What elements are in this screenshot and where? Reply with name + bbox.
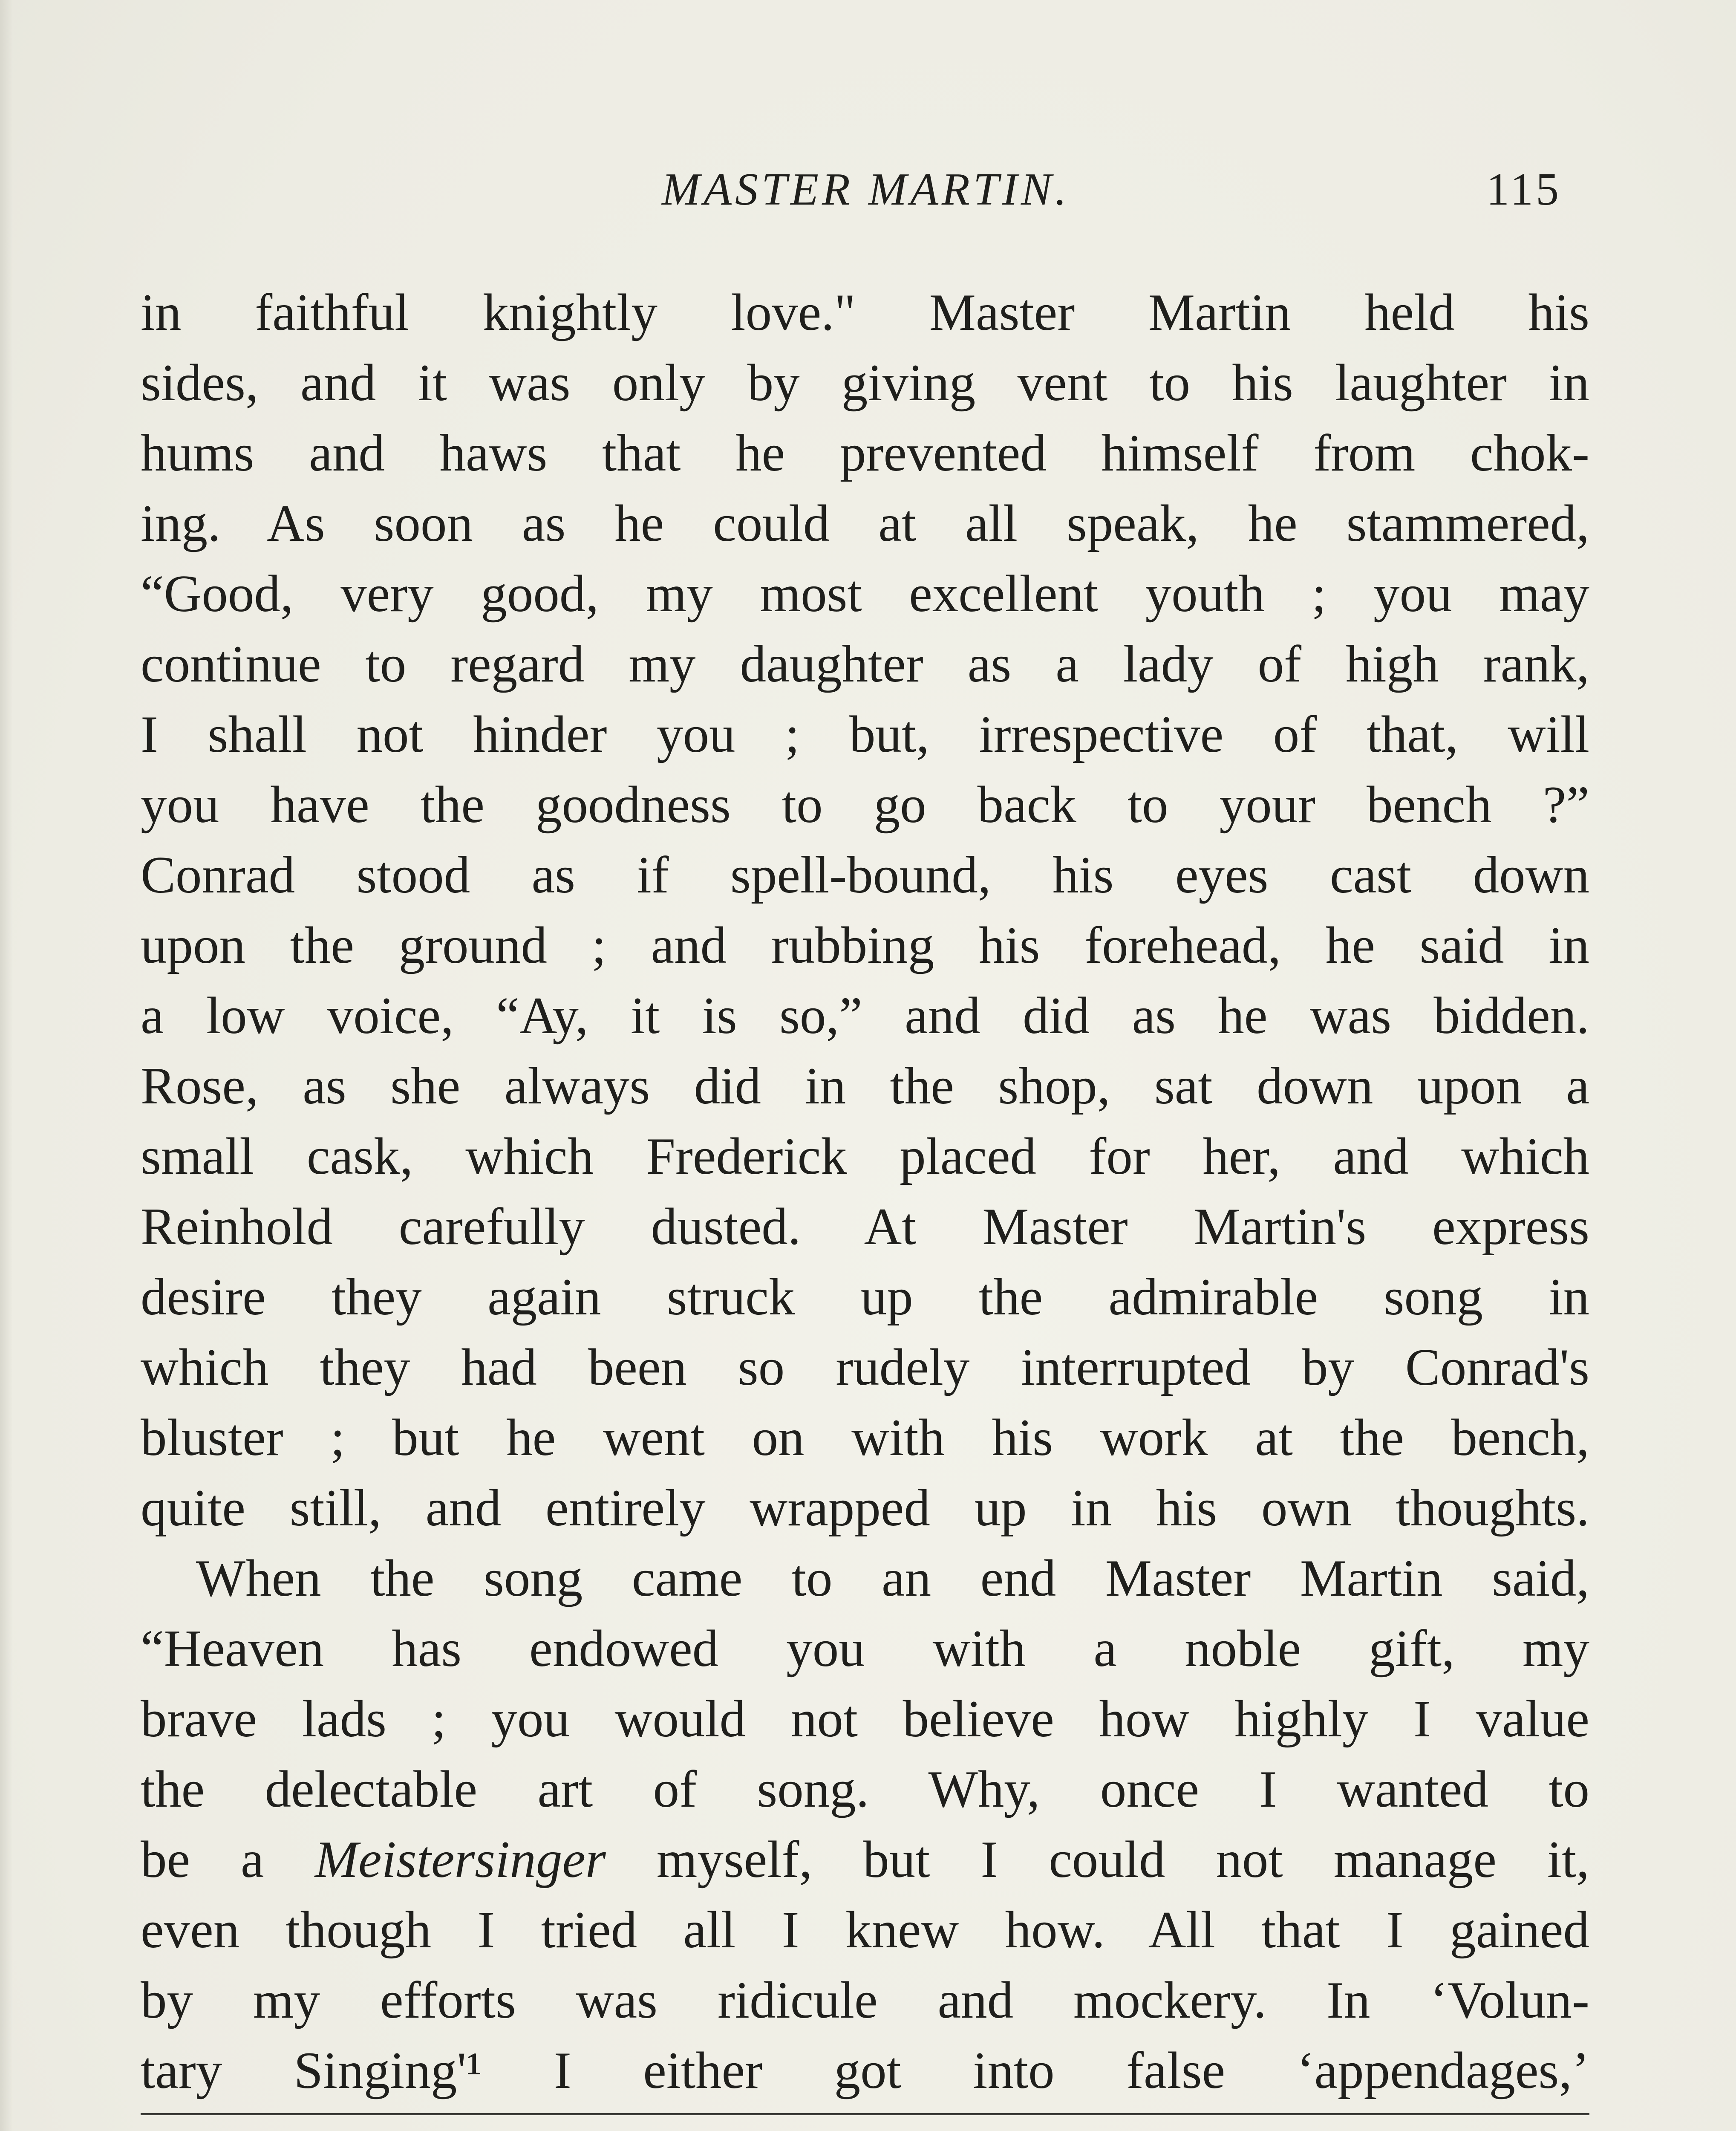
body-line: small cask, which Frederick placed for her, and which <box>141 1127 1589 1185</box>
body-line: tary Singing'¹ I either got into false ‘appendages,’ <box>141 2041 1589 2099</box>
page-number: 115 <box>1486 164 1561 215</box>
body-line: “Good, very good, my most excellent youth ; you may <box>141 564 1589 623</box>
body-line: a low voice, “Ay, it is so,” and did as he was bidden. <box>141 986 1589 1045</box>
body-line: sides, and it was only by giving vent to his laughter in <box>141 353 1589 412</box>
body-line: which they had been so rudely interrupted by Conrad's <box>141 1338 1589 1396</box>
body-line: Rose, as she always did in the shop, sat down upon a <box>141 1057 1589 1115</box>
body-line: by my efforts was ridicule and mockery. In ‘Volun- <box>141 1971 1589 2029</box>
running-head <box>141 158 1591 222</box>
body-line: be a Meistersinger myself, but I could not manage it, <box>141 1830 1589 1888</box>
body-line: desire they again struck up the admirable song in <box>141 1268 1589 1326</box>
body-line: the delectable art of song. Why, once I wanted to <box>141 1760 1589 1818</box>
body-line: bluster ; but he went on with his work at the bench, <box>141 1408 1589 1467</box>
body-line: I shall not hinder you ; but, irrespective of that, will <box>141 705 1589 763</box>
body-line: in faithful knightly love." Master Martin held his <box>141 283 1589 341</box>
body-line: even though I tried all I knew how. All that I gained <box>141 1900 1589 1959</box>
body-line: hums and haws that he prevented himself from chok- <box>141 424 1589 482</box>
body-line: continue to regard my daughter as a lady of high rank, <box>141 635 1589 693</box>
body-line: When the song came to an end Master Martin said, <box>196 1549 1589 1607</box>
body-line: you have the goodness to go back to your bench ?” <box>141 775 1589 834</box>
body-line: brave lads ; you would not believe how highly I value <box>141 1689 1589 1748</box>
body-text <box>141 277 1589 2105</box>
body-line: Conrad stood as if spell-bound, his eyes cast down <box>141 846 1589 904</box>
footnote-rule <box>141 2113 1589 2115</box>
body-line: quite still, and entirely wrapped up in his own thoughts. <box>141 1478 1589 1537</box>
body-line: “Heaven has endowed you with a noble gift, my <box>141 1619 1589 1678</box>
body-line: ing. As soon as he could at all speak, he stammered, <box>141 494 1589 552</box>
body-line: Reinhold carefully dusted. At Master Martin's express <box>141 1197 1589 1256</box>
page-gutter-shadow <box>0 0 13 2131</box>
body-line: upon the ground ; and rubbing his forehead, he said in <box>141 916 1589 974</box>
running-title: MASTER MARTIN. <box>662 164 1070 215</box>
